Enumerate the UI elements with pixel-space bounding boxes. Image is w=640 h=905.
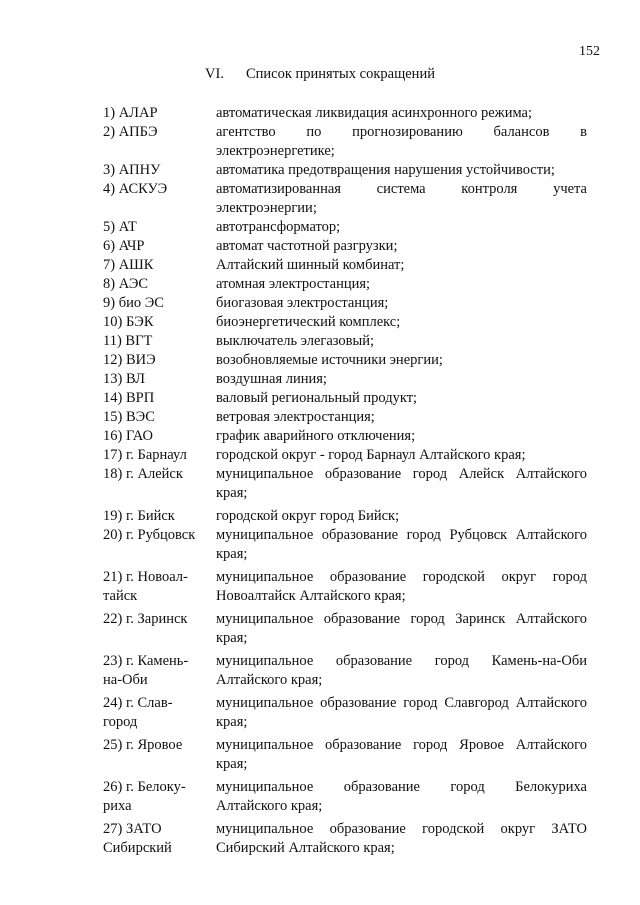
definition-line: городской округ город Бийск; — [216, 508, 400, 524]
abbreviation-row — [103, 123, 587, 161]
abbreviation-row — [103, 351, 587, 370]
abbreviation-term: 5) АТ — [103, 219, 137, 235]
abbreviation-term: 11) ВГТ — [103, 333, 153, 349]
definition-line: агентство по прогнозированию балансов в — [216, 124, 587, 140]
abbreviation-list — [103, 104, 587, 862]
definition-line: автоматика предотвращения нарушения устойчивости; — [216, 162, 555, 178]
definition-line: Алтайского края; — [216, 798, 323, 814]
definition-line: муниципальное образование городской округ ЗАТО — [216, 821, 587, 837]
definition-line: валовый региональный продукт; — [216, 390, 418, 406]
abbreviation-term: 23) г. Камень- на-Оби — [103, 653, 189, 688]
section-numeral: VI. — [205, 66, 224, 82]
definition-line: Новоалтайск Алтайского края; — [216, 588, 406, 604]
abbreviation-definition — [216, 104, 587, 123]
abbreviation-definition — [216, 778, 587, 816]
abbreviation-definition — [216, 218, 587, 237]
abbreviation-row — [103, 736, 587, 774]
abbreviation-definition — [216, 526, 587, 564]
definition-line: воздушная линия; — [216, 371, 327, 387]
abbreviation-term: 24) г. Слав- город — [103, 695, 173, 730]
definition-line: электроэнергетике; — [216, 143, 335, 159]
abbreviation-row — [103, 370, 587, 389]
definition-line: автотрансформатор; — [216, 219, 341, 235]
abbreviation-definition — [216, 313, 587, 332]
abbreviation-term: 7) АШК — [103, 257, 154, 273]
abbreviation-row — [103, 507, 587, 526]
abbreviation-row — [103, 294, 587, 313]
abbreviation-definition — [216, 408, 587, 427]
abbreviation-term: 25) г. Яровое — [103, 737, 183, 753]
definition-line: края; — [216, 485, 248, 501]
abbreviation-definition — [216, 820, 587, 858]
abbreviation-definition — [216, 123, 587, 161]
definition-line: края; — [216, 756, 248, 772]
definition-line: Сибирский Алтайского края; — [216, 840, 395, 856]
abbreviation-row — [103, 313, 587, 332]
abbreviation-row — [103, 652, 587, 690]
abbreviation-row — [103, 694, 587, 732]
abbreviation-definition — [216, 180, 587, 218]
definition-line: график аварийного отключения; — [216, 428, 416, 444]
definition-line: муниципальное образование город Заринск Алтайского — [216, 611, 587, 627]
abbreviation-definition — [216, 507, 587, 526]
abbreviation-definition — [216, 568, 587, 606]
definition-line: муниципальное образование город Камень-на-Оби — [216, 653, 587, 669]
abbreviation-term: 20) г. Рубцовск — [103, 527, 196, 543]
abbreviation-row — [103, 610, 587, 648]
abbreviation-row — [103, 237, 587, 256]
abbreviation-row — [103, 389, 587, 408]
abbreviation-row — [103, 408, 587, 427]
definition-line: биоэнергетический комплекс; — [216, 314, 401, 330]
abbreviation-definition — [216, 694, 587, 732]
abbreviation-term: 26) г. Белоку- риха — [103, 779, 186, 814]
definition-line: возобновляемые источники энергии; — [216, 352, 443, 368]
page-number: 152 — [579, 44, 600, 59]
definition-line: муниципальное образование город Алейск Алтайского — [216, 466, 587, 482]
abbreviation-term: 1) АЛАР — [103, 105, 158, 121]
abbreviation-definition — [216, 275, 587, 294]
definition-line: городской округ - город Барнаул Алтайского края; — [216, 447, 526, 463]
abbreviation-term: 12) ВИЭ — [103, 352, 156, 368]
definition-line: края; — [216, 714, 248, 730]
definition-line: Алтайский шинный комбинат; — [216, 257, 405, 273]
abbreviation-definition — [216, 652, 587, 690]
abbreviation-term: 3) АПНУ — [103, 162, 161, 178]
abbreviation-row — [103, 526, 587, 564]
abbreviation-term: 27) ЗАТО Сибирский — [103, 821, 172, 856]
abbreviation-definition — [216, 351, 587, 370]
abbreviation-definition — [216, 294, 587, 313]
abbreviation-row — [103, 256, 587, 275]
definition-line: муниципальное образование город Славгород Алтайского — [216, 695, 587, 711]
abbreviation-definition — [216, 389, 587, 408]
abbreviation-term: 4) АСКУЭ — [103, 181, 168, 197]
abbreviation-row — [103, 332, 587, 351]
abbreviation-term: 13) ВЛ — [103, 371, 145, 387]
abbreviation-row — [103, 427, 587, 446]
abbreviation-term: 15) ВЭС — [103, 409, 155, 425]
abbreviation-definition — [216, 446, 587, 465]
definition-line: автоматизированная система контроля учета — [216, 181, 587, 197]
abbreviation-row — [103, 180, 587, 218]
abbreviation-term: 22) г. Заринск — [103, 611, 188, 627]
abbreviation-definition — [216, 465, 587, 503]
abbreviation-term: 21) г. Новоал- тайск — [103, 569, 188, 604]
abbreviation-definition — [216, 256, 587, 275]
definition-line: Алтайского края; — [216, 672, 323, 688]
abbreviation-definition — [216, 736, 587, 774]
abbreviation-term: 16) ГАО — [103, 428, 153, 444]
section-title-text: Список принятых сокращений — [245, 66, 435, 82]
abbreviation-row — [103, 778, 587, 816]
abbreviation-row — [103, 568, 587, 606]
definition-line: края; — [216, 630, 248, 646]
definition-line: электроэнергии; — [216, 200, 317, 216]
abbreviation-term: 18) г. Алейск — [103, 466, 183, 482]
abbreviation-term: 6) АЧР — [103, 238, 145, 254]
definition-line: муниципальное образование город Яровое Алтайского — [216, 737, 587, 753]
abbreviation-definition — [216, 161, 587, 180]
definition-line: автомат частотной разгрузки; — [216, 238, 398, 254]
abbreviation-term: 10) БЭК — [103, 314, 154, 330]
definition-line: края; — [216, 546, 248, 562]
abbreviation-row — [103, 465, 587, 503]
abbreviation-term: 17) г. Барнаул — [103, 447, 187, 463]
abbreviation-definition — [216, 610, 587, 648]
abbreviation-row — [103, 161, 587, 180]
abbreviation-definition — [216, 427, 587, 446]
definition-line: ветровая электростанция; — [216, 409, 375, 425]
abbreviation-term: 9) био ЭС — [103, 295, 164, 311]
abbreviation-term: 8) АЭС — [103, 276, 149, 292]
definition-line: автоматическая ликвидация асинхронного режима; — [216, 105, 533, 121]
abbreviation-term: 2) АПБЭ — [103, 124, 158, 140]
definition-line: выключатель элегазовый; — [216, 333, 375, 349]
abbreviation-row — [103, 104, 587, 123]
abbreviation-row — [103, 820, 587, 858]
abbreviation-row — [103, 218, 587, 237]
definition-line: муниципальное образование городской округ город — [216, 569, 587, 585]
definition-line: муниципальное образование город Белокуриха — [216, 779, 587, 795]
abbreviation-term: 14) ВРП — [103, 390, 155, 406]
abbreviation-definition — [216, 332, 587, 351]
definition-line: муниципальное образование город Рубцовск Алтайского — [216, 527, 587, 543]
definition-line: биогазовая электростанция; — [216, 295, 389, 311]
definition-line: атомная электростанция; — [216, 276, 371, 292]
abbreviation-row — [103, 446, 587, 465]
abbreviation-term: 19) г. Бийск — [103, 508, 175, 524]
section-title — [0, 66, 640, 83]
abbreviation-definition — [216, 237, 587, 256]
abbreviation-row — [103, 275, 587, 294]
abbreviation-definition — [216, 370, 587, 389]
